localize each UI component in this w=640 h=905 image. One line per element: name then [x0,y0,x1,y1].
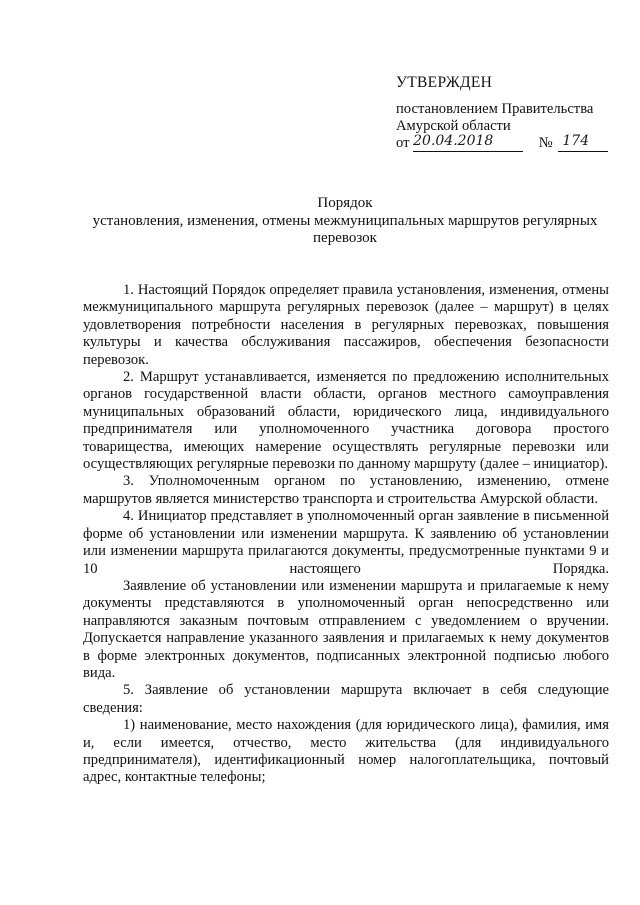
approval-title: УТВЕРЖДЕН [396,74,493,91]
paragraph-5-item-1: 1) наименование, место нахождения (для юридического лица), фамилия, имя и, если имеется, отчество, место жительства (для индивидуального предпринимателя), идентификационный номер налогоплательщика, почтовый адрес, контактные телефоны; [83,717,609,786]
paragraph-1: 1. Настоящий Порядок определяет правила установления, изменения, отмены межмуниципального маршрута регулярных перевозок (далее – маршрут) в целях удовлетворения потребности населения в регулярных перевозках, повышения культуры и качества обслуживания пассажиров, обеспечения безопасности перевозок. [83,282,609,368]
paragraph-4: 4. Инициатор представляет в уполномоченный орган заявление в письменной форме об установлении или изменении маршрута. К заявлению об установлении или изменении маршрута прилагаются документы, предусмотренные пунктами 9 и 10 настоящего Порядка. [83,508,609,577]
heading-title: Порядок [317,195,373,211]
paragraph-5: 5. Заявление об установлении маршрута включает в себя следующие сведения: [83,682,609,716]
paragraph-3: 3. Уполномоченным органом по установлению, изменению, отмене маршрутов является министерство транспорта и строительства Амурской области. [83,473,609,507]
document-body [83,282,609,787]
date-prefix: от [396,135,410,151]
heading-subtitle: установления, изменения, отмены межмуниципальных маршрутов регулярных перевозок [92,213,598,246]
document-heading [80,195,610,247]
number-field [558,133,608,152]
approval-block [396,74,626,153]
approval-date-line [396,135,626,153]
number-sign: № [538,135,553,151]
paragraph-4-continued: Заявление об установлении или изменении маршрута и прилагаемые к нему документы представляются в уполномоченный орган непосредственно или направляются заказным почтовым отправлением с уведомлением о вручении. Допускается направление указанного заявления и прилагаемых к нему документов в форме электронных документов, подписанных электронной подписью любого вида. [83,577,609,681]
approval-resolution-line: постановлением Правительства [396,101,594,117]
paragraph-2: 2. Маршрут устанавливается, изменяется по предложению исполнительных органов государственной власти области, органов местного самоуправления муниципальных образований области, юридического лица, индивидуального предпринимателя или уполномоченного участника договора простого товарищества, имеющих намерение осуществлять регулярные перевозки или осуществляющих регулярные перевозки по данному маршруту (далее – инициатор). [83,369,609,473]
handwritten-date: 20.04.2018 [413,133,494,149]
date-field [413,133,523,152]
approval-region-line: Амурской области [396,118,511,134]
handwritten-number: 174 [562,133,590,149]
